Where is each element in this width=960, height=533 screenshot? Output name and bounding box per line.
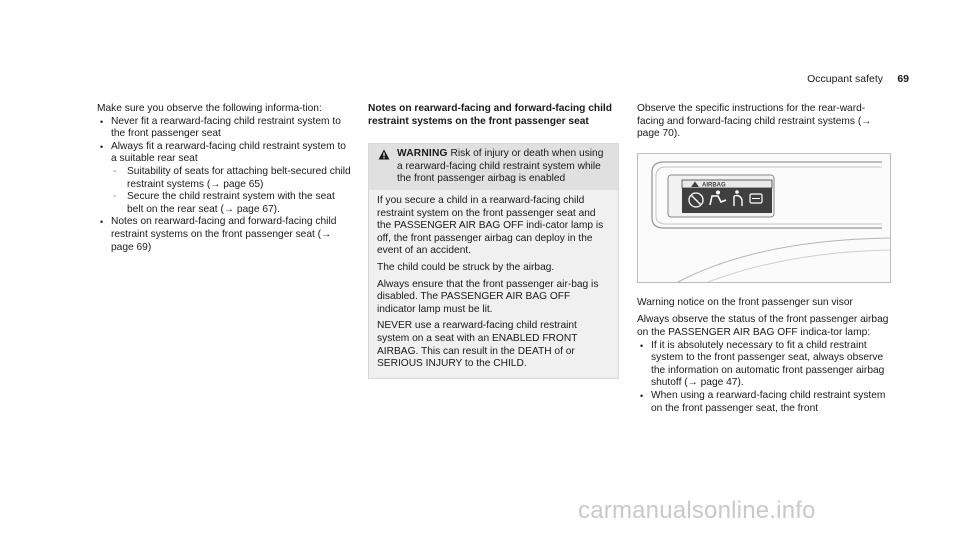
list-item: • When using a rearward-facing child restraint system on the front passenger seat, the front — [637, 390, 892, 415]
column-middle — [368, 103, 619, 379]
figure-caption: Warning notice on the front passenger sun visor — [637, 296, 853, 308]
dash-marker: - — [113, 191, 117, 203]
warning-body — [369, 190, 618, 378]
section-title: Occupant safety — [807, 73, 883, 85]
column-right — [637, 103, 892, 415]
list-item[interactable]: • If it is absolutely necessary to fit a child restraint system to the front passenger seat, always observe the information on automatic front passenger airbag shutoff (→ page 47). — [637, 340, 892, 390]
warning-box — [368, 143, 619, 379]
sun-visor-figure — [637, 153, 891, 283]
section-heading: Notes on rearward-facing and forward-facing child restraint systems on the front passenger seat — [368, 103, 612, 127]
warning-title: Risk of injury or death when using a rearward-facing child restraint system while the front passenger airbag is enabled — [397, 148, 604, 185]
warning-paragraph: If you secure a child in a rearward-facing child restraint system on the front passenger seat and the PASSENGER AIR BAG OFF indi-cator lamp is off, the front passenger airbag can deploy in the event of an accident. — [377, 194, 604, 257]
sub-list-item — [97, 166, 352, 191]
watermark-text: carmanualsonline.info — [578, 497, 816, 524]
sun-visor-illustration — [638, 154, 891, 283]
sub-list-item — [97, 191, 352, 216]
page-header — [775, 73, 909, 87]
warning-paragraph: Always ensure that the front passenger air-bag is disabled. The PASSENGER AIR BAG OFF indicator lamp must be lit. — [377, 278, 599, 315]
sub-list-item-text[interactable]: Secure the child restraint system with the seat belt on the rear seat (→ page 67). — [127, 191, 335, 215]
sub-list-item-text[interactable]: Suitability of seats for attaching belt-secured child restraint systems (→ page 65) — [127, 165, 351, 190]
warning-paragraph: NEVER use a rearward-facing child restraint system on a seat with an ENABLED FRONT AIRBAG. This can result in the DEATH of or SERIOUS INJURY to the CHILD. — [377, 320, 578, 370]
list-item[interactable]: • Notes on rearward-facing and forward-facing child restraint systems on the front passenger seat (→ page 69) — [97, 216, 352, 254]
warning-triangle-icon — [378, 149, 390, 160]
page-number: 69 — [897, 73, 909, 85]
intro-text: Make sure you observe the following informa-tion: — [97, 103, 322, 114]
intro-text[interactable]: Observe the specific instructions for the rear-ward-facing and forward-facing child restraint systems (→ page 70). — [637, 103, 872, 140]
list-item: • Never fit a rearward-facing child restraint system to the front passenger seat — [97, 116, 352, 141]
column-left — [97, 103, 352, 254]
warning-paragraph: The child could be struck by the airbag. — [377, 261, 555, 273]
warning-label: WARNING — [397, 148, 448, 160]
figure-airbag-label: AIRBAG — [702, 182, 726, 189]
dash-marker: - — [113, 165, 117, 177]
warning-header — [369, 144, 618, 190]
paragraph: Always observe the status of the front passenger airbag on the PASSENGER AIR BAG OFF indica-tor lamp: — [637, 314, 889, 338]
list-item: • Always fit a rearward-facing child restraint system to a suitable rear seat — [97, 141, 352, 166]
